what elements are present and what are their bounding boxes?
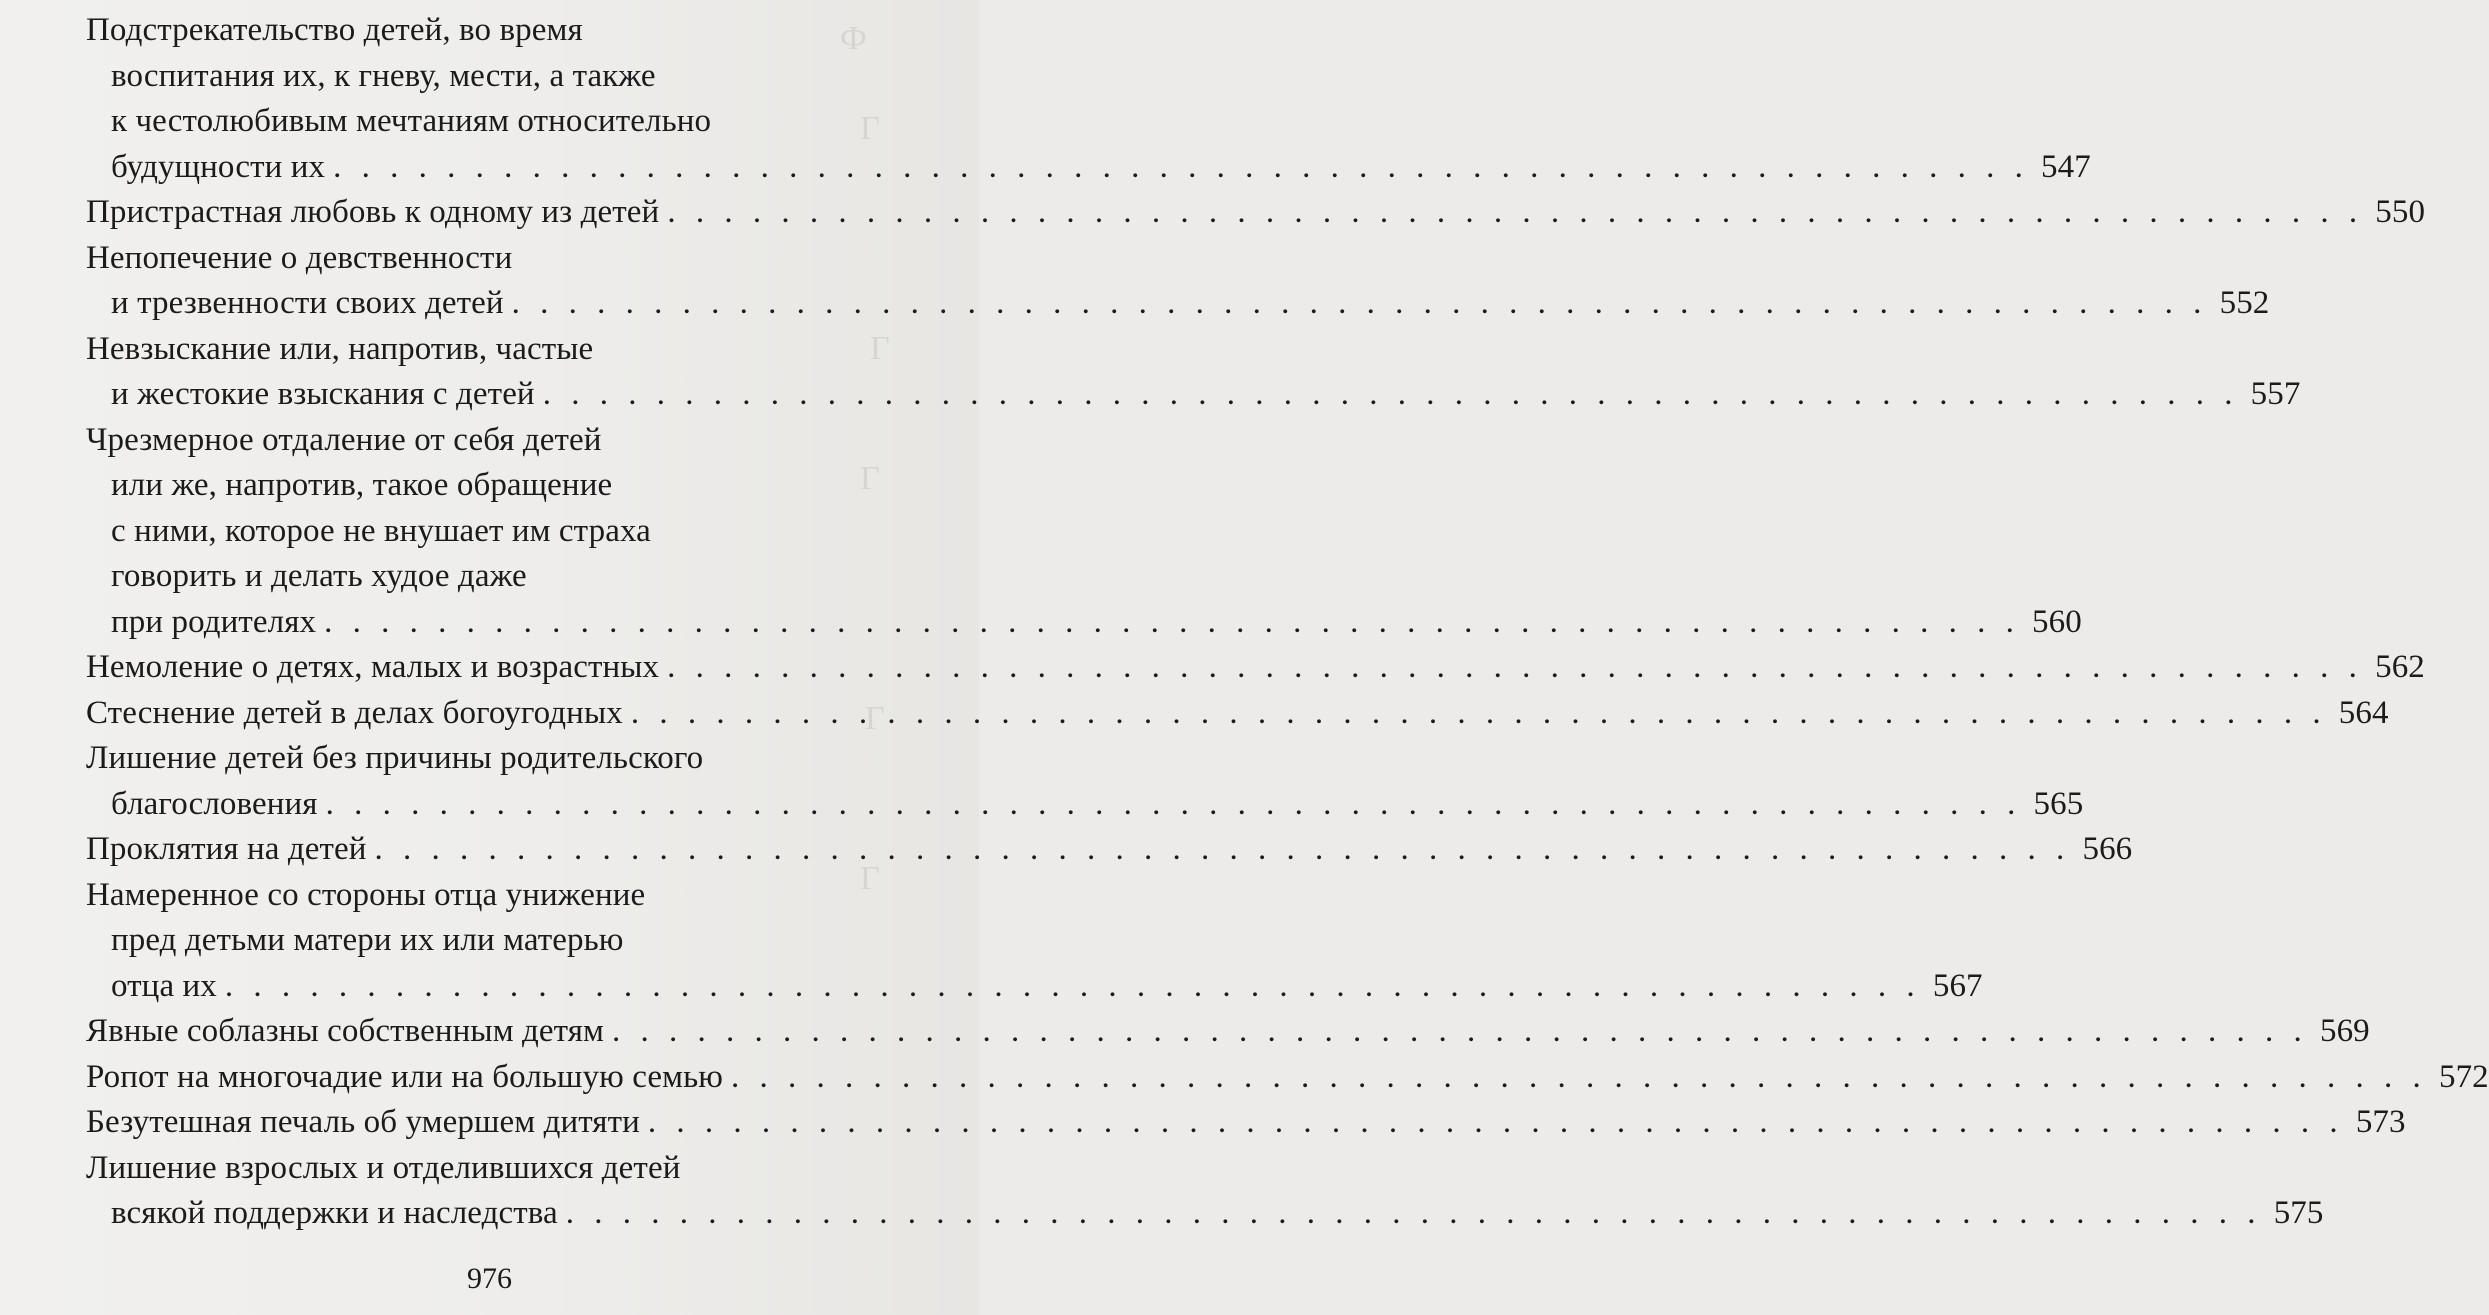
toc-line — [86, 145, 2091, 191]
toc-line — [86, 463, 896, 509]
toc-page-number: 565 — [2033, 785, 2084, 822]
toc-line — [86, 600, 2082, 646]
toc-line — [86, 509, 896, 555]
toc-entry — [86, 236, 2270, 327]
toc-line — [86, 1100, 2406, 1146]
toc-page-number: 572 — [2438, 1058, 2489, 1095]
dot-leader — [612, 1009, 2308, 1055]
dot-leader — [667, 190, 2363, 236]
toc-entry — [86, 8, 2091, 190]
toc-line — [86, 736, 896, 782]
toc-entry-text: с ними, которое не внушает им страха — [111, 512, 651, 549]
toc-line — [86, 54, 896, 100]
toc-entry — [86, 1009, 2370, 1055]
toc-page-number: 566 — [2082, 831, 2133, 867]
toc-entry — [86, 873, 1983, 1010]
toc-entry — [86, 1146, 2324, 1237]
show-through-text: Ф Г Г Г Г Г — [840, 20, 890, 897]
toc-entry-text: Безутешная печаль об умершем дитяти — [86, 1104, 640, 1140]
toc-entry-text: Лишение взрослых и отделившихся детей — [86, 1149, 681, 1186]
toc-entry-text: Пристрастная любовь к одному из детей — [86, 194, 660, 230]
toc-line — [86, 99, 896, 145]
toc-page-number: 552 — [2219, 285, 2270, 321]
toc-line — [86, 691, 2389, 737]
toc-entry — [86, 1055, 2489, 1101]
toc-entry-text: Непопечение о девственности — [86, 239, 513, 276]
toc-page-number: 569 — [2319, 1013, 2370, 1049]
toc-line — [86, 8, 896, 54]
dot-leader — [324, 600, 2020, 646]
toc-entry-text: и жестокие взыскания с детей — [111, 376, 535, 412]
toc-entry-text: пред детьми матери их или матерью — [111, 922, 624, 958]
toc-entry-text: к честолюбивым мечтаниям относительно — [111, 103, 712, 139]
toc-entry — [86, 645, 2425, 691]
dot-leader — [512, 281, 2208, 327]
toc-line — [86, 1191, 2324, 1237]
toc-entry — [86, 736, 2084, 827]
dot-leader — [667, 645, 2363, 691]
dot-leader — [375, 827, 2071, 873]
toc-line — [86, 1055, 2489, 1101]
toc-page-number: 573 — [2355, 1104, 2406, 1140]
toc-entry-text: всякой поддержки и наследства — [111, 1195, 558, 1231]
toc-line — [86, 418, 896, 464]
toc-line — [86, 964, 1983, 1010]
toc-entry-text: Стеснение детей в делах богоугодных — [86, 694, 623, 731]
toc-entry-text: Невзыскание или, напротив, частые — [86, 330, 594, 367]
toc-line — [86, 1009, 2370, 1055]
toc-page-number: 567 — [1932, 967, 1983, 1004]
toc-page-number: 560 — [2032, 603, 2082, 640]
dot-leader — [225, 964, 1921, 1010]
toc-line — [86, 645, 2425, 691]
dot-leader — [333, 145, 2029, 191]
dot-leader — [631, 691, 2327, 737]
dot-leader — [326, 782, 2022, 828]
toc-page-number: 550 — [2375, 194, 2426, 230]
toc-entry — [86, 691, 2389, 737]
toc-entry-text: при родителях — [111, 603, 317, 640]
toc-entry-text: Чрезмерное отдаление от себя детей — [86, 421, 602, 458]
toc-page-number: 557 — [2250, 376, 2301, 412]
toc-line — [86, 281, 2270, 327]
toc-page-number: 564 — [2338, 694, 2389, 731]
dot-leader — [648, 1100, 2344, 1146]
toc-page-number: 562 — [2375, 649, 2425, 685]
toc-line — [86, 190, 2426, 236]
toc-entry — [86, 190, 2426, 236]
toc-entry-text: Немоление о детях, малых и возрастных — [86, 649, 660, 685]
toc-entry-text: Намеренное со стороны отца унижение — [86, 876, 646, 913]
toc-page-number: 575 — [2273, 1195, 2324, 1231]
toc-entry-text: Подстрекательство детей, во время — [86, 12, 583, 48]
toc-entry-text: Явные соблазны собственным детям — [86, 1013, 605, 1049]
toc-entry — [86, 827, 2133, 873]
dot-leader — [731, 1055, 2427, 1101]
toc-page-number: 547 — [2041, 148, 2091, 185]
toc-entry — [86, 418, 2082, 646]
toc-line — [86, 827, 2133, 873]
toc-entry-text: Ропот на многочадие или на большую семью — [86, 1058, 724, 1095]
toc-line — [86, 236, 896, 282]
toc-entry-text: или же, напротив, такое обращение — [111, 467, 613, 503]
toc-entry-text: Лишение детей без причины родительского — [86, 740, 704, 776]
toc-line — [86, 327, 896, 373]
toc-line — [86, 782, 2084, 828]
dot-leader — [543, 372, 2239, 418]
toc-entry-text: отца их — [111, 967, 217, 1004]
toc-entry-text: благословения — [111, 785, 318, 822]
toc-line — [86, 554, 896, 600]
toc-entry — [86, 1100, 2406, 1146]
table-of-contents — [86, 8, 2489, 1237]
toc-line — [86, 873, 896, 919]
toc-line — [86, 918, 896, 964]
toc-line — [86, 1146, 896, 1192]
dot-leader — [566, 1191, 2262, 1237]
toc-entry-text: и трезвенности своих детей — [111, 285, 504, 321]
toc-entry-text: будущности их — [111, 148, 326, 185]
toc-entry — [86, 327, 2301, 418]
toc-entry-text: говорить и делать худое даже — [111, 558, 527, 594]
toc-line — [86, 372, 2301, 418]
toc-entry-text: Проклятия на детей — [86, 831, 367, 867]
toc-entry-text: воспитания их, к гневу, мести, а также — [111, 57, 656, 94]
page-number: 976 — [467, 1262, 512, 1295]
